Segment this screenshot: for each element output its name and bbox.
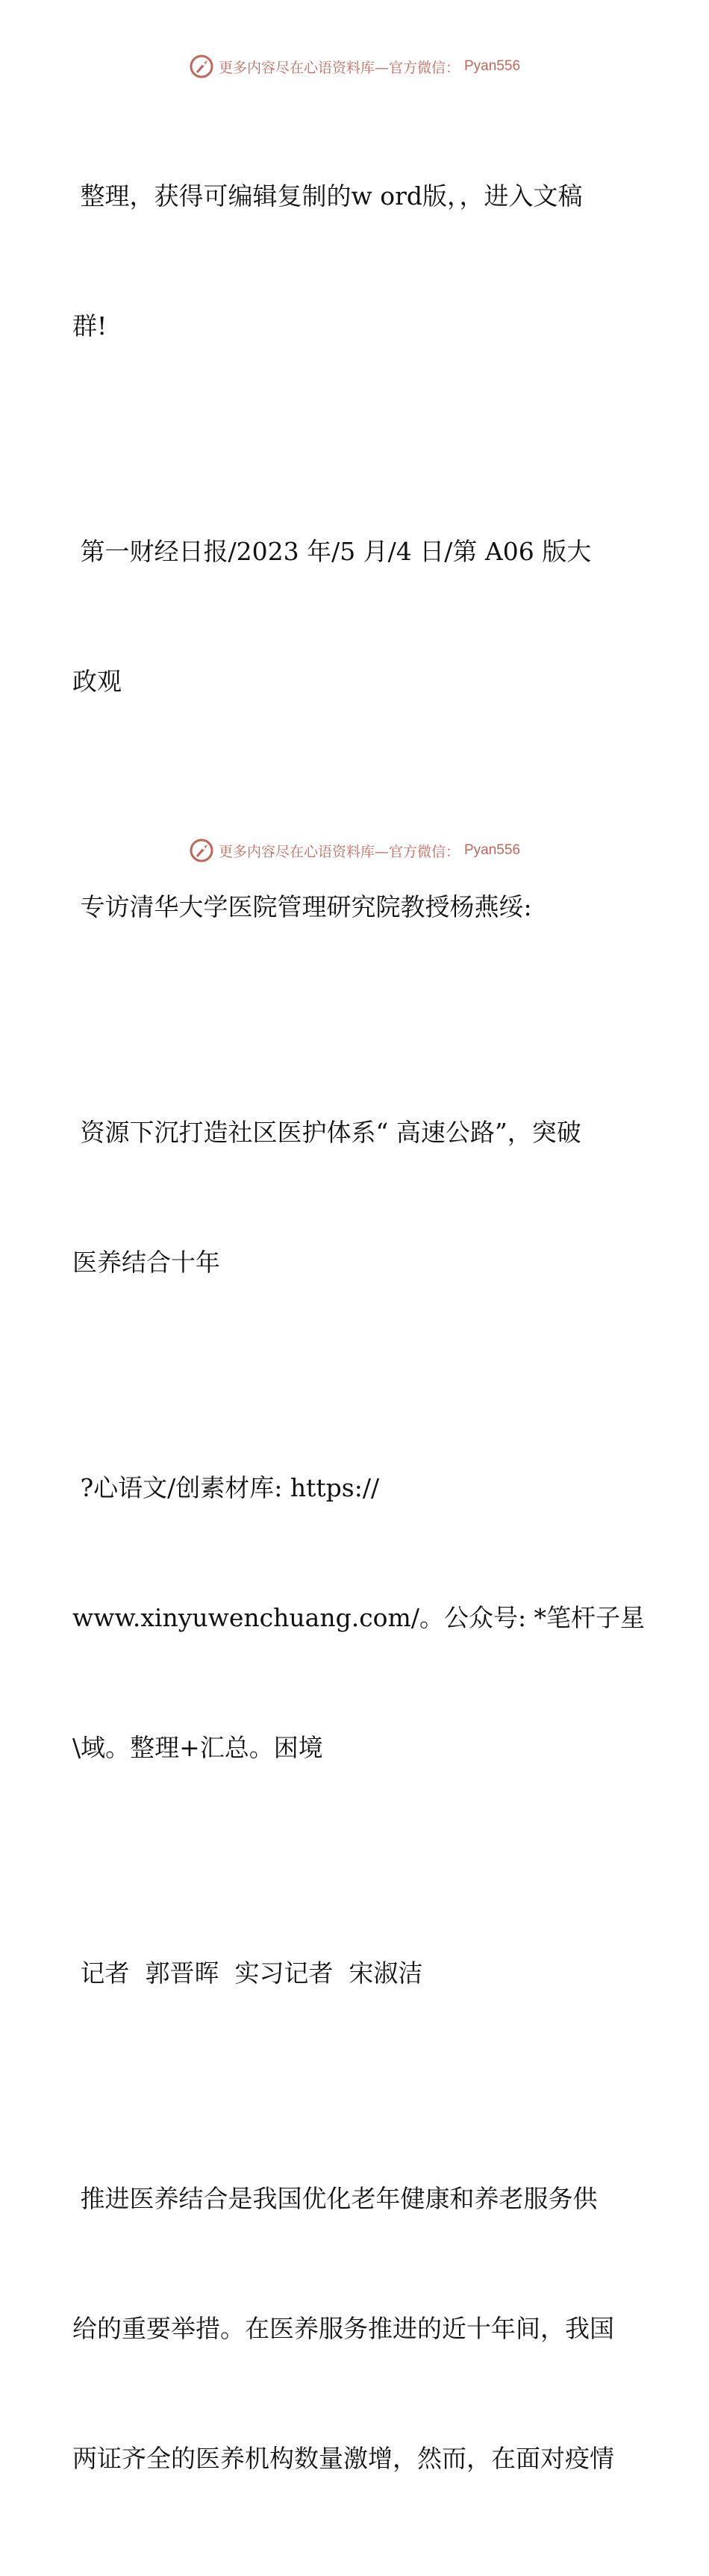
paragraph-intro (72, 88, 640, 435)
paragraph-headline (72, 1024, 640, 1371)
text-line: 资源下沉打造社区医护体系“ 高速公路”，突破 (72, 1118, 581, 1147)
text-line: 两证齐全的医养机构数量激增，然而，在面对疫情 (72, 2444, 614, 2473)
paragraph-interview-title (72, 799, 640, 1015)
text-line: 第一财经日报/2023 年/5 月/4 日/第 A06 版大 (72, 537, 592, 566)
text-line: \域。整理+汇总。困境 (72, 1733, 323, 1762)
banner-site-text: 更多内容尽在心语资料库—官方微信： (218, 59, 460, 76)
text-line: 记者 郭晋晖 实习记者 宋淑洁 (72, 1959, 423, 1988)
banner-wechat-id: Pyan556 (464, 58, 521, 74)
pen-nib-circle-icon (189, 838, 214, 863)
text-line: 政观 (72, 667, 122, 696)
banner-wechat-id: Pyan556 (464, 842, 521, 858)
text-line: 推进医养结合是我国优化老年健康和养老服务供 (72, 2184, 598, 2213)
banner-site-text: 更多内容尽在心语资料库—官方微信： (218, 843, 460, 860)
paragraph-material-source (72, 1380, 646, 1856)
article-body (72, 88, 646, 2576)
paragraph-lead (72, 2091, 640, 2567)
text-line: 整理，获得可编辑复制的w ord版，，进入文稿 (72, 181, 583, 211)
pen-nib-circle-icon (189, 54, 214, 79)
text-line: www.xinyuwenchuang.com/。公众号: *笔杆子星 (72, 1603, 646, 1632)
footer-banner (0, 838, 709, 863)
text-line: 给的重要举措。在医养服务推进的近十年间，我国 (72, 2314, 614, 2343)
text-line: 群! (72, 311, 107, 340)
text-line: 专访清华大学医院管理研究院教授杨燕绥: (72, 892, 532, 921)
text-line: 医养结合十年 (72, 1248, 220, 1277)
header-banner (0, 54, 709, 79)
paragraph-source (72, 444, 640, 790)
text-line: ?心语文/创素材库: https:// (72, 1473, 380, 1502)
paragraph-byline (72, 1865, 640, 2082)
